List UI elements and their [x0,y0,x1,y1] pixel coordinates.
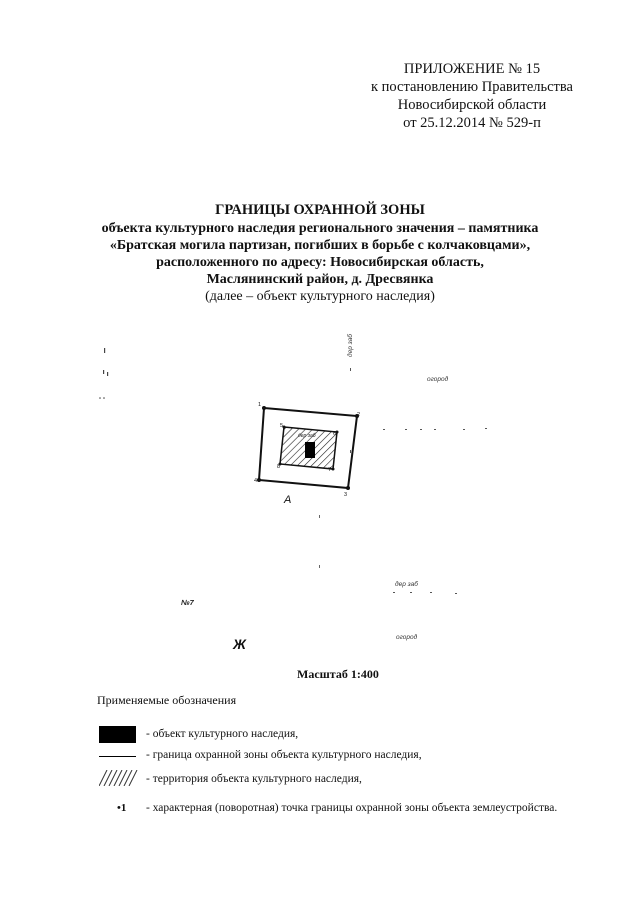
site-plan-map [0,310,640,670]
heritage-object [305,442,315,458]
point-label-3: 3 [344,492,348,498]
map-label-no7: №7 [181,598,194,607]
legend-text-territory: - территория объекта культурного наследия, [146,773,362,785]
legend-text-boundary: - граница охранной зоны объекта культурного наследия, [146,749,422,761]
map-label-road: дер заб [347,334,354,357]
appendix-decree: к постановлению Правительства [371,79,573,95]
point-label-7: 7 [328,467,332,473]
map-label-inner-fence: дер заб [298,433,316,439]
map-vertical-dots [350,368,351,453]
doc-subtitle-2: «Братская могила партизан, погибших в борьбе с колчаковцами», [109,238,531,253]
doc-title: ГРАНИЦЫ ОХРАННОЙ ЗОНЫ [215,202,425,218]
map-stray-marks-middle [319,515,320,568]
point-label-4: 4 [254,478,258,484]
point-label-6: 6 [333,431,337,437]
appendix-header [342,60,602,132]
appendix-region: Новосибирской области [397,97,547,113]
map-stray-marks [99,348,108,399]
doc-subtitle-4: Маслянинский район, д. Дресвянка [206,272,434,287]
doc-subtitle-5: (далее – объект культурного наследия) [205,289,435,304]
legend-text-object: - объект культурного наследия, [146,728,299,740]
map-dotted-line [383,428,487,430]
map-scale: Масштаб 1:400 [297,667,379,681]
map-label-a: А [284,494,292,506]
map-dotted-line-bottom [393,592,457,594]
point-label-2: 2 [357,412,361,418]
point-label-5: 5 [280,423,284,429]
doc-subtitle-3: расположенного по адресу: Новосибирская область, [156,255,484,270]
map-label-fence: дер заб [395,581,418,588]
legend-symbol-territory [99,770,139,786]
doc-subtitle-1: объекта культурного наследия регионального значения – памятника [101,221,539,236]
appendix-date: от 25.12.2014 № 529-п [403,115,541,131]
point-label-1: 1 [258,402,262,408]
map-label-garden-bottom: огород [396,634,418,641]
point-label-8: 8 [277,464,281,470]
map-label-zh: Ж [233,636,246,652]
legend-symbol-boundary [99,756,136,757]
appendix-number: ПРИЛОЖЕНИЕ № 15 [403,61,541,77]
map-label-garden-top: огород [427,376,449,383]
legend-symbol-object [99,726,136,743]
legend-text-point: - характерная (поворотная) точка границы охранной зоны объекта землеустройства. [146,802,558,814]
legend-heading: Применяемые обозначения [97,693,237,707]
legend-symbol-point: •1 [117,802,127,814]
